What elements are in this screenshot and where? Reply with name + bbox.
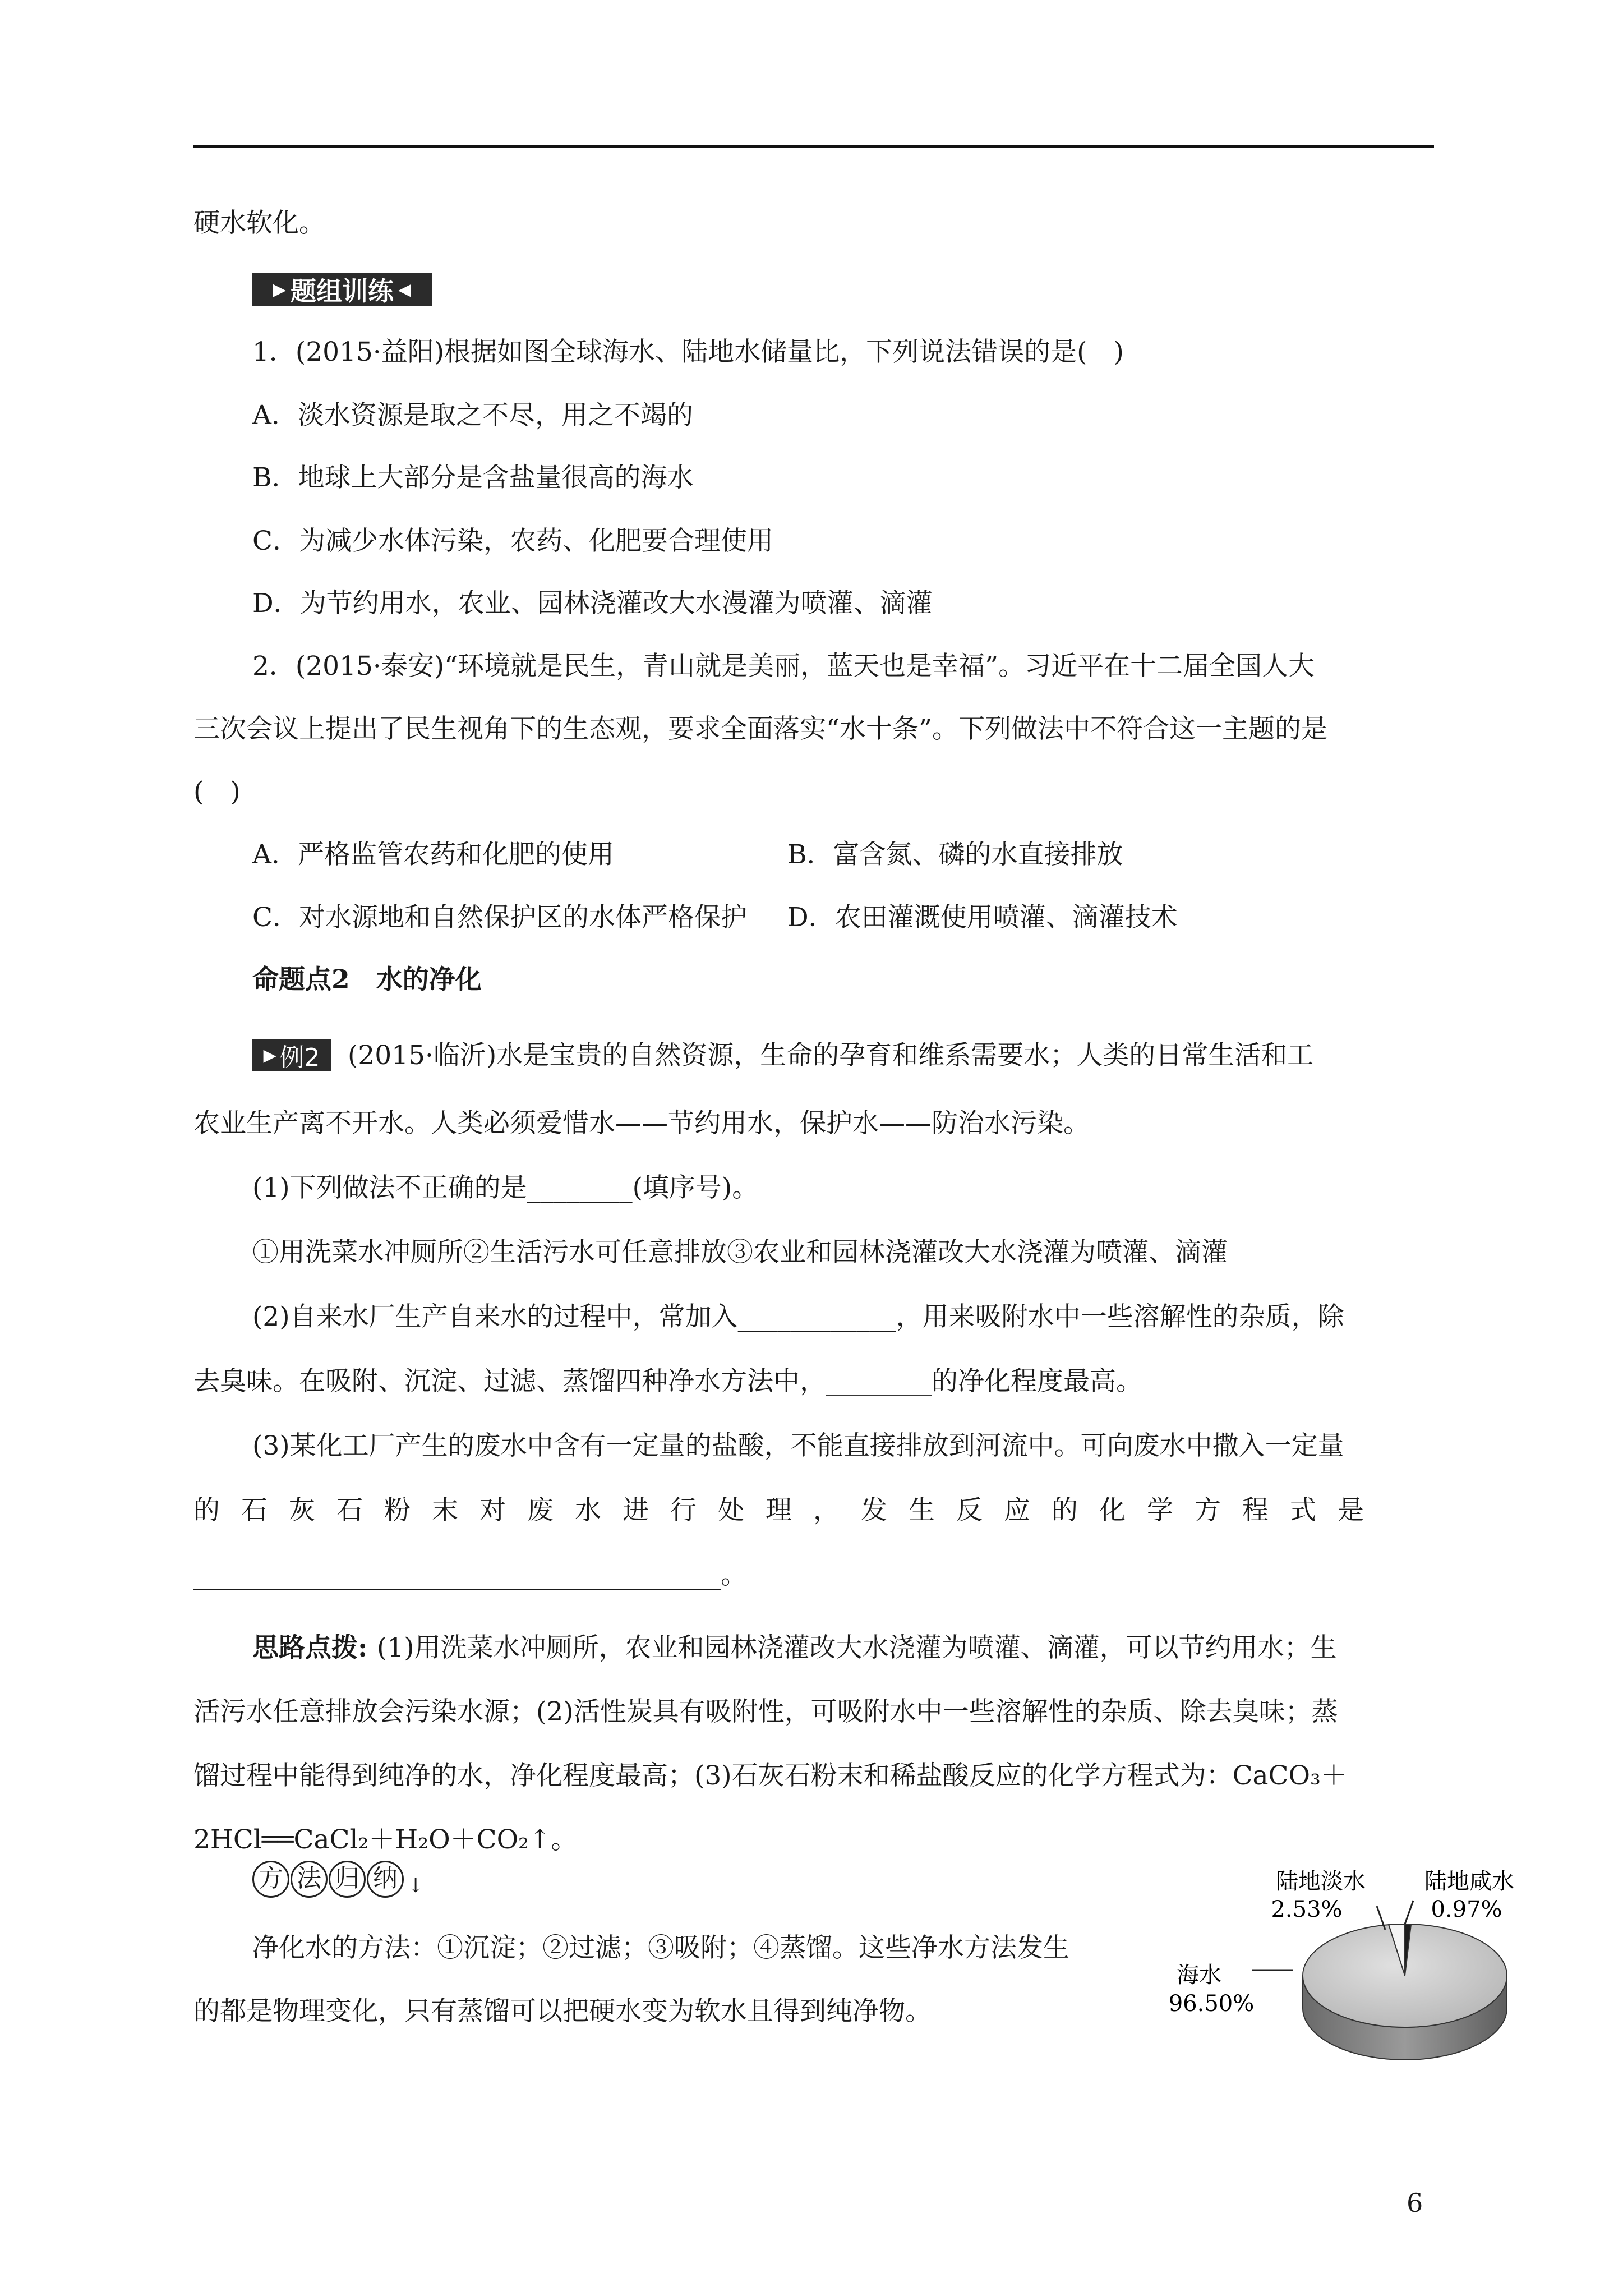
value-fresh-water: 2.53% [1271, 1897, 1343, 1922]
header-rule [193, 145, 1434, 148]
arrow-down-icon: ↓ [407, 1874, 425, 1897]
q2-option-d: D．农田灌溉使用喷灌、滴灌技术 [787, 902, 1178, 933]
example-part-1-options: ①用洗菜水冲厕所②生活污水可任意排放③农业和园林浇灌改大水浇灌为喷灌、滴灌 [252, 1237, 1228, 1268]
pie-slice-salt-land-water [1405, 1924, 1411, 1976]
left-triangle-icon: ◀ [398, 279, 412, 300]
example-part-3-line-3: ________________________________________。 [193, 1559, 747, 1590]
method-summary-badge [252, 1861, 424, 1897]
hint-label: 思路点拨: [252, 1632, 368, 1663]
method-line-1: 净化水的方法：①沉淀；②过滤；③吸附；④蒸馏。这些净水方法发生 [252, 1932, 1069, 1963]
leader-line-salt-water [1405, 1901, 1413, 1924]
method-char-4: 纳 [367, 1861, 404, 1898]
section-banner [252, 273, 432, 306]
example-part-2-line-2: 去臭味。在吸附、沉淀、过滤、蒸馏四种净水方法中，________的净化程度最高。 [193, 1366, 1142, 1397]
example-line-2: 农业生产离不开水。人类必须爱惜水——节约用水，保护水——防治水污染。 [193, 1108, 1090, 1139]
q1-option-d: D．为节约用水，农业、园林浇灌改大水漫灌为喷灌、滴灌 [252, 588, 933, 619]
value-salt-land-water: 0.97% [1431, 1897, 1502, 1922]
q2-option-b: B．富含氮、磷的水直接排放 [787, 839, 1123, 870]
hint-line-2: 活污水任意排放会污染水源；(2)活性炭具有吸附性，可吸附水中一些溶解性的杂质、除去臭味；蒸 [193, 1696, 1338, 1727]
label-fresh-water: 陆地淡水 [1276, 1869, 1366, 1894]
q1-stem: 1．(2015·益阳)根据如图全球海水、陆地水储量比，下列说法错误的是( ) [252, 337, 1124, 367]
example-part-2-line-1: (2)自来水厂生产自来水的过程中，常加入____________，用来吸附水中一些溶解性的杂质，除 [252, 1301, 1344, 1332]
right-triangle-icon: ▶ [273, 279, 286, 300]
q1-option-c: C．为减少水体污染，农药、化肥要合理使用 [252, 526, 773, 556]
q2-option-a: A．严格监管农药和化肥的使用 [252, 839, 614, 870]
q1-option-a: A．淡水资源是取之不尽，用之不竭的 [252, 400, 693, 431]
example-badge [252, 1039, 331, 1071]
pie-side [1303, 1976, 1507, 2060]
example-part-3-line-1: (3)某化工厂产生的废水中含有一定量的盐酸，不能直接排放到河流中。可向废水中撒入一定量 [252, 1430, 1344, 1461]
hint-line-3: 馏过程中能得到纯净的水，净化程度最高；(3)石灰石粉末和稀盐酸反应的化学方程式为：CaCO₃＋ [193, 1760, 1347, 1791]
section-banner-label: 题组训练 [291, 276, 394, 306]
q1-option-b: B．地球上大部分是含盐量很高的海水 [252, 462, 694, 493]
example-part-3-line-2: 的石灰石粉末对废水进行处理，发生反应的化学方程式是 [193, 1495, 1385, 1526]
method-line-2: 的都是物理变化，只有蒸馏可以把硬水变为软水且得到纯净物。 [193, 1996, 932, 2027]
example-label: 例2 [279, 1043, 320, 1072]
leader-line-fresh-water [1377, 1906, 1385, 1930]
right-triangle-icon: ▶ [263, 1045, 276, 1065]
header-text: 硬水软化。 [193, 208, 325, 238]
pie-slice-fresh-water [1389, 1924, 1405, 1976]
q2-line-2: 三次会议上提出了民生视角下的生态观，要求全面落实“水十条”。下列做法中不符合这一主题的是 [193, 714, 1328, 744]
example-line-1: (2015·临沂)水是宝贵的自然资源，生命的孕育和维系需要水；人类的日常生活和工 [348, 1040, 1314, 1071]
label-sea-water: 海水 [1177, 1962, 1221, 1988]
method-char-3: 归 [329, 1861, 366, 1898]
method-char-1: 方 [252, 1861, 289, 1898]
example-part-1: (1)下列做法不正确的是________(填序号)。 [252, 1172, 759, 1203]
q2-line-1: 2．(2015·泰安)“环境就是民生，青山就是美丽，蓝天也是幸福”。习近平在十二届全国人大 [252, 651, 1315, 682]
hint-line-1: (1)用洗菜水冲厕所，农业和园林浇灌改大水浇灌为喷灌、滴灌，可以节约用水；生 [377, 1632, 1337, 1663]
method-char-2: 法 [291, 1861, 328, 1898]
page-number: 6 [1407, 2188, 1423, 2218]
q2-line-3: ( ) [193, 776, 241, 807]
label-salt-land-water: 陆地咸水 [1424, 1869, 1514, 1894]
hint-line-4: 2HCl══CaCl₂＋H₂O＋CO₂↑。 [193, 1824, 578, 1855]
pie-slice-sea-water [1303, 1924, 1507, 2027]
q2-option-c: C．对水源地和自然保护区的水体严格保护 [252, 902, 747, 933]
topic-2-title: 命题点2 水的净化 [252, 964, 482, 995]
value-sea-water: 96.50% [1168, 1991, 1255, 2017]
